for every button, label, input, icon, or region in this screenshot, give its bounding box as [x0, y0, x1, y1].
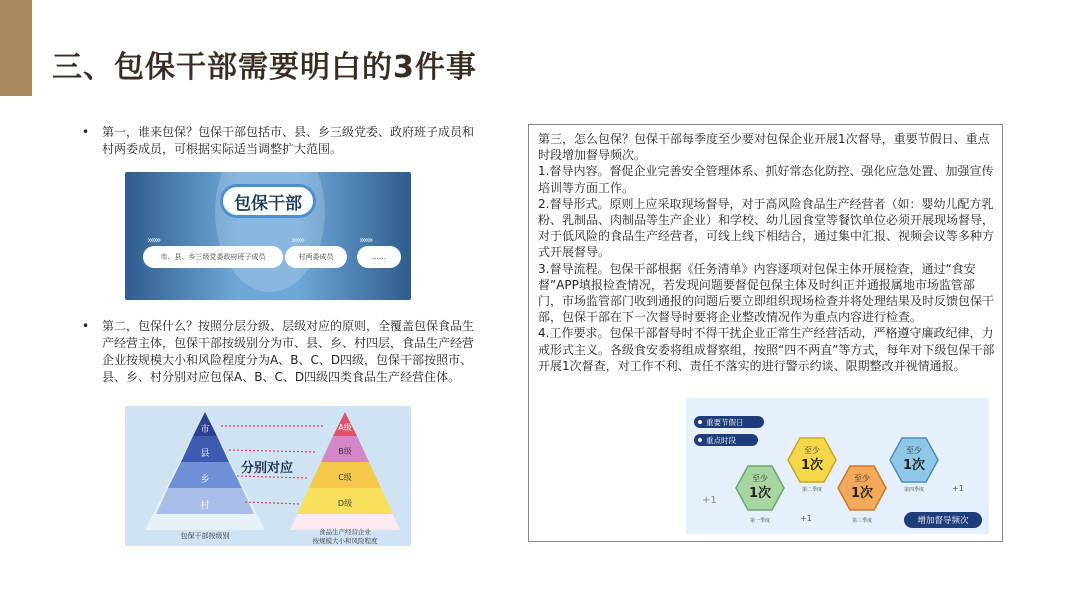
how-requirements: 4.工作要求。包保干部督导时不得干扰企业正常生产经营活动，严格遵守廉政纪律，力戒形式主义。各级食安委将组成督察组，按照“四不两直”等方式，每年对下级包保干部开展1次督查，对工作不利、责任不落实的进行警示约谈、限期整改并视情通报。 — [538, 326, 995, 373]
hex-q2-top: 至少 — [804, 446, 820, 455]
plus-one: +1 — [702, 495, 717, 506]
bullet-what — [82, 318, 482, 386]
how-form: 2.督导形式。原则上应采取现场督导，对于高风险食品生产经营者（如：婴幼儿配方乳粉、乳制品、肉制品等生产企业）和学校、幼儿园食堂等餐饮单位必须开展现场督导，对于低风险的食品生产经营者，可线上线下相结合，通过集中汇报、视频会议等多种方式开展督导。 — [538, 196, 995, 260]
grade-c: C级 — [338, 473, 352, 482]
arrows-icon: »»» — [147, 235, 160, 246]
bullet-who — [82, 124, 482, 158]
how-intro: 第三，怎么包保？包保干部每季度至少要对包保企业开展1次督导，重要节假日、重点时段增加督导频次。 — [538, 132, 990, 163]
level-city: 市 — [200, 425, 210, 435]
page-title: 三、包保干部需要明白的3件事 — [52, 50, 477, 85]
level-county: 县 — [200, 449, 210, 459]
pill-three-level: 市、县、乡三级党委政府班子成员 — [143, 246, 283, 268]
plus-one: +1 — [800, 514, 812, 523]
how-panel-text — [538, 131, 998, 374]
hex-q4-top: 至少 — [906, 446, 922, 455]
how-content: 1.督导内容。督促企业完善安全管理体系、抓好常态化防控、强化应急处置、加强宣传培训等方面工作。 — [538, 164, 994, 195]
diagram-pyramids — [125, 406, 411, 546]
bullet-dot: • — [82, 319, 90, 333]
hex-q1-top: 至少 — [752, 474, 768, 483]
hex-q4-bottom: 1次 — [902, 458, 926, 473]
diagram-cadres — [125, 172, 411, 300]
grade-d: D级 — [337, 499, 353, 508]
level-township: 乡 — [200, 475, 210, 485]
pill-more: …… — [357, 246, 401, 268]
grade-a: A级 — [338, 423, 352, 432]
level-village: 村 — [200, 501, 210, 511]
accent-bar — [0, 0, 32, 96]
arrows-icon: »»» — [359, 235, 372, 246]
quarter-4: 第四季度 — [903, 487, 925, 493]
tag-holidays: 重要节假日 — [706, 418, 744, 427]
plus-one: +1 — [952, 484, 964, 493]
bullet-dot: • — [82, 125, 90, 139]
diagram-frequency — [686, 398, 989, 534]
how-process: 3.督导流程。包保干部根据《任务清单》内容逐项对包保主体开展检查，通过“食安督”APP填报检查情况，若发现问题要督促包保主体及时纠正并通报属地市场监管部门，市场监管部门收到通报的问题后要立即组织现场检查并将处理结果及时反馈包保干部，包保干部在下一次督导时要将企业整改情况作为重点内容进行检查。 — [538, 261, 995, 325]
tag-periods: 重点时段 — [706, 436, 736, 445]
tag-dot-icon — [698, 438, 702, 442]
hex-q3-top: 至少 — [854, 474, 870, 483]
right-caption-1: 食品生产经营企业 — [319, 528, 371, 536]
left-caption: 包保干部按级别 — [180, 532, 230, 540]
quarter-1: 第一季度 — [749, 518, 771, 524]
arrows-icon: »»» — [291, 235, 304, 246]
pill-village: 村两委成员 — [285, 246, 347, 268]
diagram-main-label: 包保干部 — [220, 184, 316, 218]
hex-q1-bottom: 1次 — [748, 486, 772, 501]
quarter-3: 第三季度 — [851, 518, 873, 524]
bullet-who-text: 第一，谁来包保？包保干部包括市、县、乡三级党委、政府班子成员和村两委成员，可根据实际适当调整扩大范围。 — [102, 125, 475, 156]
right-caption-2: 按规模大小和风险程度 — [312, 537, 378, 545]
grade-b: B级 — [338, 447, 352, 456]
bullet-what-text: 第二，包保什么？按照分层分级、层级对应的原则，全覆盖包保食品生产经营主体，包保干部按级别分为市、县、乡、村四层，食品生产经营企业按规模大小和风险程度分为A、B、C、D四级，包保干部按照市、县、乡、村分别对应包保A、B、C、D四级四类食品生产经营住体。 — [102, 319, 475, 384]
hex-q3-bottom: 1次 — [850, 486, 874, 501]
hex-q2-bottom: 1次 — [800, 458, 824, 473]
increase-frequency-label: 增加督导频次 — [917, 516, 969, 526]
center-label: 分别对应 — [240, 461, 294, 476]
tag-dot-icon — [698, 420, 702, 424]
quarter-2: 第二季度 — [801, 487, 823, 493]
